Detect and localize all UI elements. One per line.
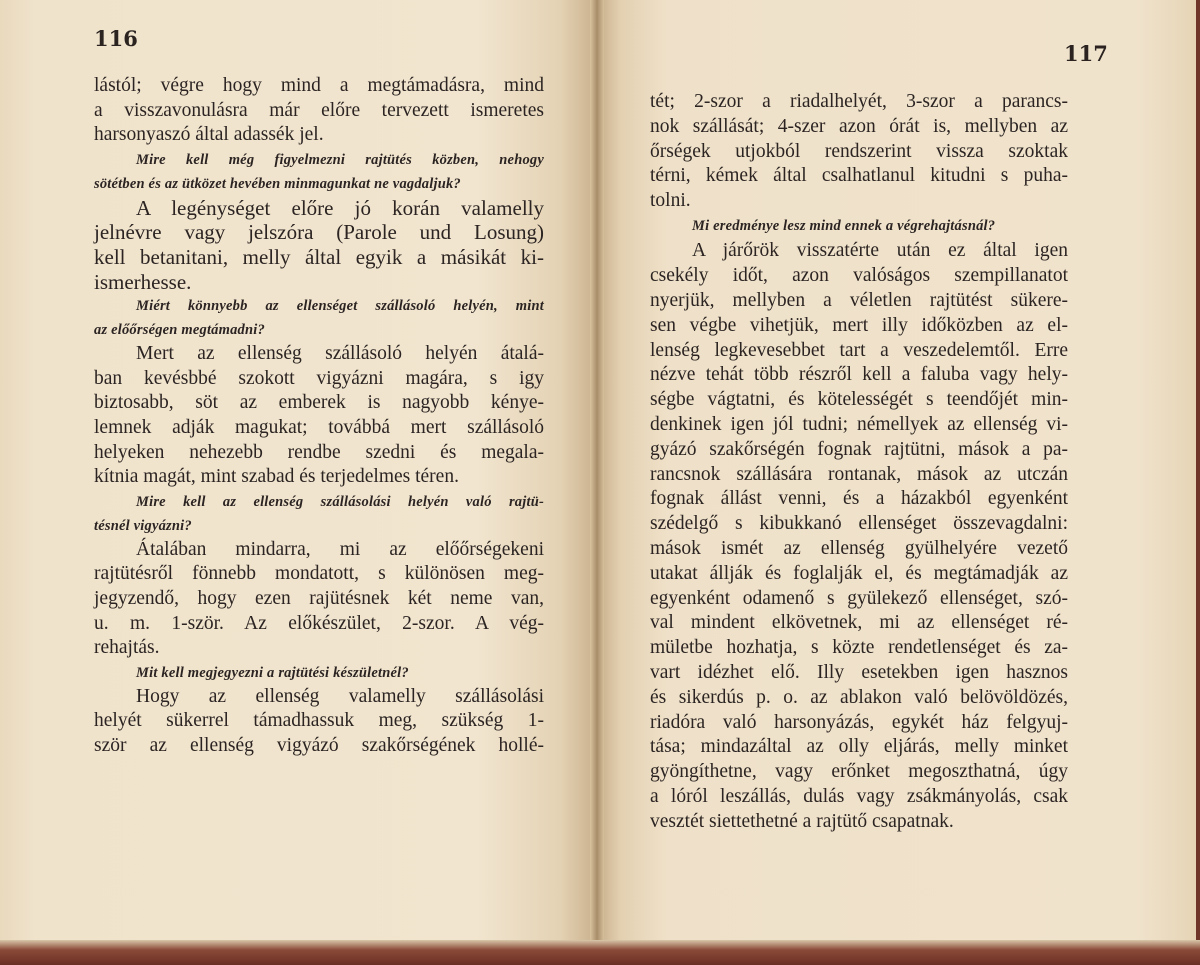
body-line: Hogy az ellenség valamelly szállásolási — [136, 685, 544, 707]
body-line: és sikerdús p. o. az ablakon való belövöldözés, — [650, 686, 1068, 708]
body-line: fognak állást venni, és a házakból egyenként — [650, 488, 1068, 510]
body-line: utakat állják és foglalják el, és megtámadják az — [650, 562, 1068, 584]
body-line: nézve tehát több részről kell a faluba vagy hely- — [650, 364, 1068, 386]
body-line: ismerhesse. — [94, 269, 192, 294]
body-line: Átalában mindarra, mi az előőrségekeni — [136, 538, 544, 560]
body-line: rajtütésről fönnebb mondatott, s különösen meg- — [94, 563, 544, 585]
body-line: riadóra való harsonyázás, egykét ház felgyuj- — [650, 711, 1068, 733]
body-line: gyöngíthetne, vagy erőnket megoszthatná, úgy — [650, 761, 1068, 783]
body-line: mületbe hozhatja, s közte rendetlenséget és za- — [650, 637, 1068, 659]
body-line: a lóról leszállás, dulás vagy zsákmányolás, csak — [650, 786, 1068, 808]
body-line: gyázó szakőrségén fognak rajtütni, mások a pa- — [650, 438, 1068, 460]
body-line: mások ismét az ellenség gyülhelyére vezető — [650, 538, 1068, 560]
body-line: kell betanitani, melly által egyik a másikát ki- — [94, 244, 544, 269]
right-page-text — [650, 90, 1068, 835]
body-line: tása; mindazáltal az olly eljárás, melly minket — [650, 736, 1068, 758]
body-line: nok szállását; 4-szer azon órát is, mellyben az — [650, 115, 1068, 137]
question-line: az előőrségen megtámadni? — [94, 322, 265, 339]
body-line: vart idézhet elő. Illy esetekben igen hasznos — [650, 662, 1068, 684]
body-line: lemnek adják magukat; továbbá mert szállásoló — [94, 416, 544, 438]
body-line: ségbe vágtatni, és kötelességét s teendőjét min- — [650, 389, 1068, 411]
body-line: vesztét siettethetné a rajtütő csapatnak. — [650, 810, 954, 832]
body-line: Mert az ellenség szállásoló helyén átalá- — [136, 343, 544, 365]
question-line: Mire kell az ellenség szállásolási helyén való rajtü- — [136, 493, 544, 510]
body-line: őrségek utjokból rendszerint vissza szoktak — [650, 140, 1068, 162]
question-line: Mit kell megjegyezni a rajtütési készületnél? — [136, 664, 409, 681]
question-line: sötétben és az ütközet hevében minmagunkat ne vagdaljuk? — [94, 175, 461, 192]
body-line: helyét sükerrel támadhassuk meg, szükség 1- — [94, 710, 544, 732]
body-line: sen végbe vihetjük, mert illy időközben az el- — [650, 314, 1068, 336]
question-line: Mire kell még figyelmezni rajtütés közben, nehogy — [136, 151, 544, 168]
body-line: tolni. — [650, 190, 691, 212]
body-line: A járőrök visszatérte után ez által igen — [692, 240, 1068, 262]
left-page-number: 116 — [94, 26, 138, 51]
body-line: A legénységet előre jó korán valamelly — [136, 195, 544, 220]
body-line: nyerjük, mellyben a véletlen rajtütést sükere- — [650, 290, 1068, 312]
right-page-number: 117 — [1064, 41, 1108, 66]
book-cover-edge — [0, 940, 1200, 965]
body-line: tét; 2-szor a riadalhelyét, 3-szor a parancs- — [650, 91, 1068, 112]
question-line: Mi eredménye lesz mind ennek a végrehajtásnál? — [692, 217, 996, 234]
body-line: ször az ellenség vigyázó szakőrségének hollé- — [94, 734, 544, 756]
body-line: ban kevésbbé szokott vigyázni magára, s igy — [94, 367, 544, 389]
body-line: rehajtás. — [94, 637, 160, 659]
body-line: rancsnok szállására rontanak, mások az utczán — [650, 463, 1068, 485]
body-line: biztosabb, söt az emberek is nagyobb kénye- — [94, 392, 544, 414]
body-line: a visszavonulásra már előre tervezett ismeretes — [94, 99, 544, 121]
body-line: lenség legkevesebbet tart a veszedelemtől. Erre — [650, 339, 1068, 361]
body-line: egyenként odamenő s gyülekező ellenséget, szó- — [650, 587, 1068, 609]
question-line: tésnél vigyázni? — [94, 517, 192, 534]
book-gutter — [590, 0, 604, 945]
body-line: val mindent elkövetnek, mi az ellenséget ré- — [650, 612, 1068, 634]
body-line: térni, kémek által csalhatlanul kitudni s puha- — [650, 165, 1068, 187]
body-line: kítnia magát, mint szabad és terjedelmes téren. — [94, 466, 459, 488]
question-line: Miért könnyebb az ellenséget szállásoló helyén, mint — [136, 298, 544, 315]
body-line: jelnévre vagy jelszóra (Parole und Losung) — [94, 220, 544, 245]
body-line: szédelgő s kibukkanó ellenséget összevagdalni: — [650, 513, 1068, 535]
left-page-text — [94, 74, 544, 758]
body-line: jegyzendő, hogy ezen rajütésnek két neme van, — [94, 587, 544, 609]
body-line: u. m. 1-ször. Az előkészület, 2-szor. A vég- — [94, 612, 544, 634]
body-line: harsonyaszó által adassék jel. — [94, 124, 324, 146]
body-line: helyeken nehezebb rendbe szedni és megala- — [94, 441, 544, 463]
body-line: denkinek igen jól tudni; némellyek az ellenség vi- — [650, 414, 1068, 436]
body-line: lástól; végre hogy mind a megtámadásra, mind — [94, 75, 544, 96]
body-line: csekély időt, azon valóságos szempillanatot — [650, 265, 1068, 287]
